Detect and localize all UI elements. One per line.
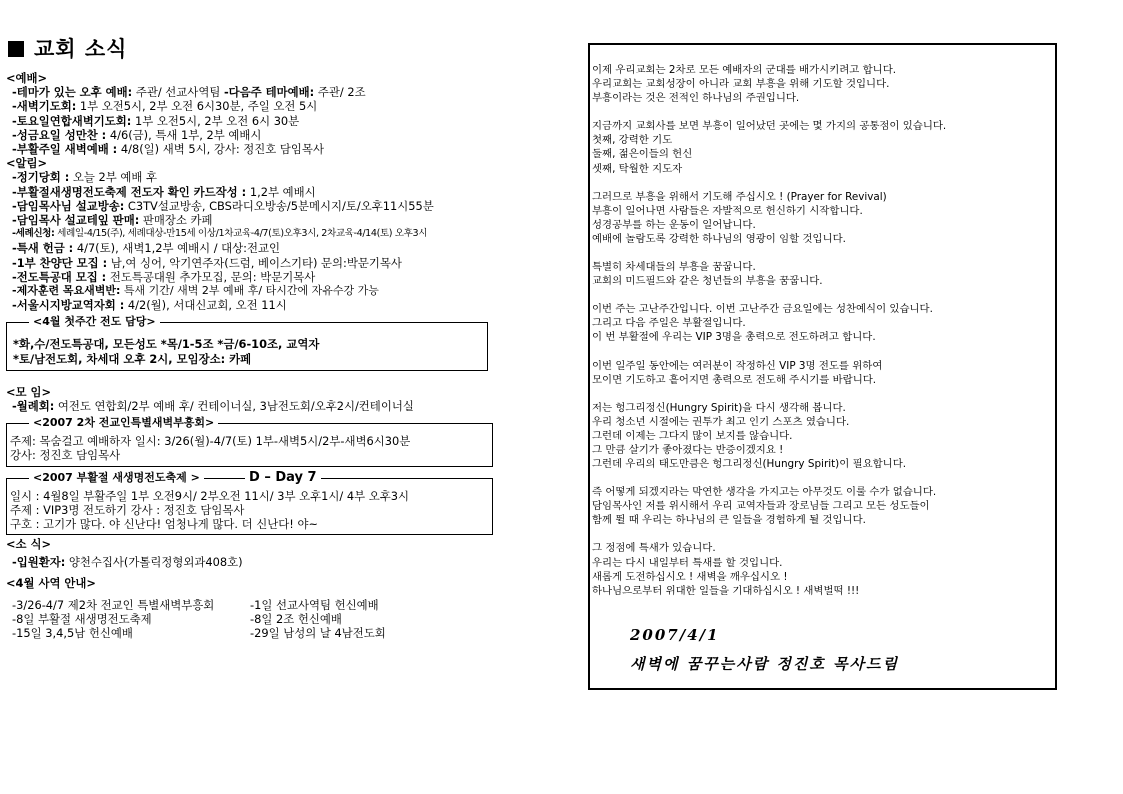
- letter-line: 그리고 다음 주일은 부활절입니다.: [592, 317, 746, 330]
- festival-box-caption: <2007 부활절 새생명전도축제 >: [29, 471, 204, 485]
- revival-meeting-box: [6, 416, 493, 466]
- letter-line: 즉 어떻게 되겠지라는 막연한 생각을 가지고는 아무것도 이룰 수가 없습니다.: [592, 486, 937, 499]
- letter-line: 교회의 미드필드와 같은 청년들의 부흥을 꿈꿉니다.: [592, 275, 823, 288]
- revival-line: 주제: 목숨걸고 예배하자 일시: 3/26(월)-4/7(토) 1부-새벽5시/2부-새벽6시30분: [10, 434, 411, 449]
- ministry-row: -15일 3,4,5남 헌신예배 -29일 남성의 날 4남전도회: [12, 626, 386, 641]
- letter-line: 우리 청소년 시절에는 권투가 최고 인기 스포츠 였습니다.: [592, 415, 850, 428]
- worship-line: -토요일연합새벽기도회: 1부 오전5시, 2부 오전 6시 30분: [12, 113, 300, 128]
- easter-festival-box: [6, 469, 493, 536]
- notice-line: -세례신청: 세례일-4/15(주), 세례대상-만15세 이상/1차교육-4/7(토)오후3시, 2차교육-4/14(토) 오후3시: [12, 228, 428, 240]
- letter-date: 2007/4/1: [630, 626, 720, 644]
- letter-line: 그 만큼 살기가 좋아졌다는 반증이겠지요 !: [592, 443, 784, 456]
- worship-line: -테마가 있는 오후 예배: 주관/ 선교사역팀 -다음주 테마예배: 주관/ 2조: [12, 85, 366, 100]
- notice-line: -1부 찬양단 모집 : 남,여 싱어, 악기연주자(드럼, 베이스기타) 문의:박문기목사: [12, 255, 402, 270]
- letter-line: 예배에 놀람도록 강력한 하나님의 영광이 임할 것입니다.: [592, 232, 846, 245]
- revival-line: 강사: 정진호 담임목사: [10, 448, 121, 463]
- letter-line: 셋째, 탁월한 지도자: [592, 162, 683, 175]
- news-line: -입원환자: 양천수집사(가톨릭정형외과408호): [12, 555, 243, 570]
- notice-line: -특새 헌금 : 4/7(토), 새벽1,2부 예배시 / 대상:전교인: [12, 241, 281, 256]
- letter-line: 우리는 다시 내일부터 특새를 할 것입니다.: [592, 556, 783, 569]
- notice-line: -전도특공대 모집 : 전도특공대원 추가모집, 문의: 박문기목사: [12, 269, 316, 284]
- meeting-line: -월례회: 여전도 연합회/2부 예배 후/ 컨테이너실, 3남전도회/오후2시/컨테이너실: [12, 399, 414, 414]
- evangelism-schedule-box: [6, 315, 488, 370]
- letter-line: 저는 헝그리정신(Hungry Spirit)을 다시 생각해 봅니다.: [592, 401, 846, 414]
- letter-line: 모이면 기도하고 흩어지면 총력으로 전도해 주시기를 바랍니다.: [592, 373, 877, 386]
- page-title: 교회 소식: [8, 33, 127, 63]
- letter-line: 새롭게 도전하십시오 ! 새벽을 깨우십시오 !: [592, 570, 788, 583]
- worship-line: -성금요일 성만찬 : 4/6(금), 특새 1부, 2부 예배시: [12, 127, 262, 142]
- dday-counter: D – Day 7: [245, 470, 321, 486]
- notice-line: -서울시지방교역자회 : 4/2(월), 서대신교회, 오전 11시: [12, 298, 287, 313]
- letter-line: 지금까지 교회사를 보면 부흥이 일어났던 곳에는 몇 가지의 공통점이 있습니다.: [592, 120, 947, 133]
- notice-line: -담임목사님 설교방송: C3TV설교방송, CBS라디오방송/5분메시지/토/오후11시55분: [12, 198, 434, 213]
- ministry-row: -3/26-4/7 제2차 전교인 특별새벽부흥회 -1일 선교사역팀 헌신예배: [12, 597, 379, 612]
- letter-line: 우리교회는 교회성장이 아니라 교회 부흥을 위해 기도할 것입니다.: [592, 78, 890, 91]
- ministry-heading: <4월 사역 안내>: [6, 575, 96, 590]
- notice-line: -부활절새생명전도축제 전도자 확인 카드작성 : 1,2부 예배시: [12, 184, 316, 199]
- letter-line: 특별히 차세대들의 부흥을 꿈꿉니다.: [592, 261, 756, 274]
- letter-line: 부흥이라는 것은 전적인 하나님의 주권입니다.: [592, 92, 800, 105]
- letter-line: 하나님으로부터 위대한 일들을 기대하십시오 ! 새벽벌떡 !!!: [592, 584, 860, 597]
- square-bullet-icon: [8, 41, 24, 57]
- worship-heading: <예배>: [6, 71, 48, 85]
- ministry-row: -8일 부활절 새생명전도축제 -8일 2조 헌신예배: [12, 612, 342, 627]
- notice-line: -담임목사 설교테잎 판매: 판매장소 카페: [12, 213, 213, 228]
- evangelism-line: *토/남전도회, 차세대 오후 2시, 모임장소: 카페: [13, 351, 252, 366]
- letter-line: 담임목사인 저를 위시해서 우리 교역자들과 장로님들 그리고 모든 성도들이: [592, 500, 930, 513]
- evangelism-line: *화,수/전도특공대, 모든성도 *목/1-5조 *금/6-10조, 교역자: [13, 337, 320, 352]
- revival-box-caption: <2007 2차 전교인특별새벽부흥회>: [29, 416, 218, 430]
- letter-line: 그런데 우리의 태도만큼은 헝그리정신(Hungry Spirit)이 필요합니다.: [592, 458, 907, 471]
- letter-line: 그러므로 부흥을 위해서 기도해 주십시오 ! (Prayer for Revival): [592, 190, 887, 203]
- church-news-column: [6, 71, 488, 641]
- festival-line: 구호 : 고기가 많다. 야 신난다! 엄청나게 많다. 더 신난다! 야~: [10, 517, 319, 532]
- letter-line: 그 정점에 특새가 있습니다.: [592, 542, 716, 555]
- letter-line: 이번 일주일 동안에는 여러분이 작정하신 VIP 3명 전도를 위하여: [592, 359, 883, 372]
- letter-line: 둘째, 젊은이들의 헌신: [592, 148, 693, 161]
- letter-line: 이 번 부활절에 우리는 VIP 3명을 총력으로 전도하려고 합니다.: [592, 331, 876, 344]
- letter-signature: 새벽에 꿈꾸는사람 정진호 목사드림: [630, 655, 900, 673]
- letter-line: 첫째, 강력한 기도: [592, 134, 673, 147]
- letter-line: 성경공부를 하는 운동이 일어납니다.: [592, 218, 756, 231]
- meeting-heading: <모 임>: [6, 384, 52, 399]
- notice-line: -정기당회 : 오늘 2부 예배 후: [12, 170, 158, 185]
- letter-line: 함께 뛸 때 우리는 하나님의 큰 일들을 경험하게 될 것입니다.: [592, 514, 866, 527]
- notice-heading: <알림>: [6, 156, 48, 171]
- letter-line: 이번 주는 고난주간입니다. 이번 고난주간 금요일에는 성찬예식이 있습니다.: [592, 303, 933, 316]
- letter-line: 그런데 이제는 그다지 많이 보지를 않습니다.: [592, 429, 793, 442]
- worship-line: -부활주일 새벽예배 : 4/8(일) 새벽 5시, 강사: 정진호 담임목사: [12, 142, 324, 157]
- letter-line: 이제 우리교회는 2차로 모든 예배자의 군대를 배가시키려고 합니다.: [592, 64, 897, 76]
- worship-line: -새벽기도회: 1부 오전5시, 2부 오전 6시30분, 주일 오전 5시: [12, 99, 318, 114]
- letter-line: 부흥이 일어나면 사람들은 자발적으로 헌신하기 시작합니다.: [592, 204, 863, 217]
- notice-line: -제자훈련 목요새벽반: 특새 기간/ 새벽 2부 예배 후/ 타시간에 자유수강 가능: [12, 284, 379, 298]
- evangelism-box-caption: <4월 첫주간 전도 담당>: [29, 315, 160, 329]
- festival-line: 주제 : VIP3명 전도하기 강사 : 정진호 담임목사: [10, 502, 245, 517]
- festival-line: 일시 : 4월8일 부활주일 1부 오전9시/ 2부오전 11시/ 3부 오후1시/ 4부 오후3시: [10, 488, 409, 503]
- pastor-letter-text: [592, 63, 1052, 598]
- news-heading: <소 식>: [6, 537, 52, 552]
